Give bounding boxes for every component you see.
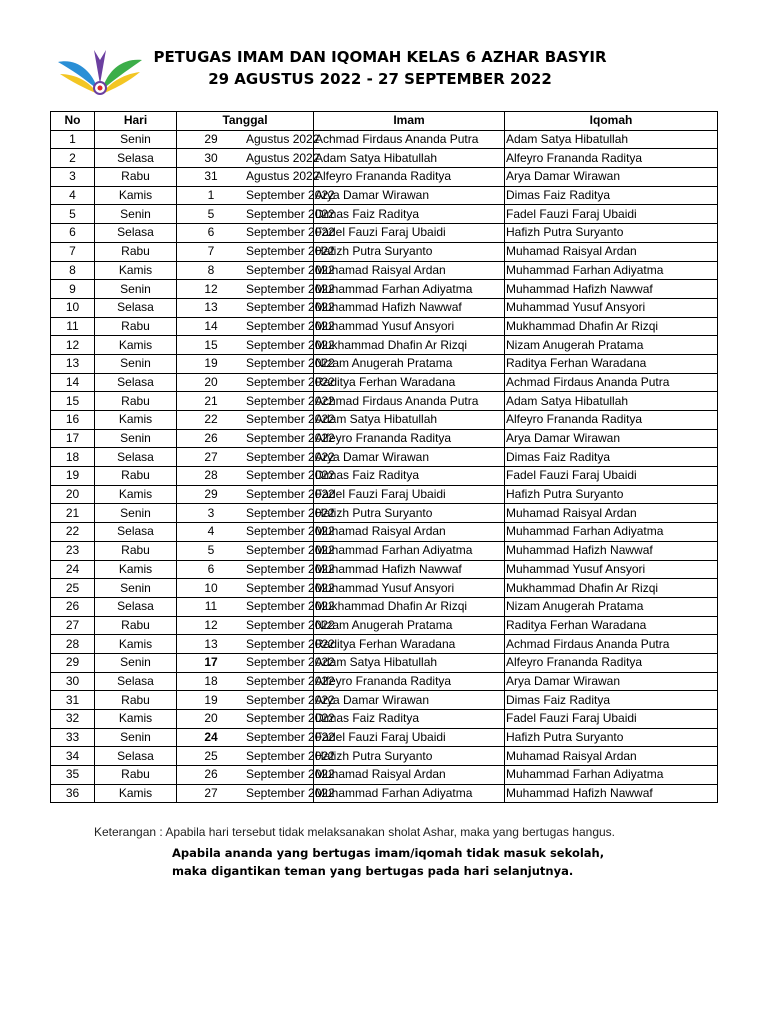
cell-hari: Senin [95,205,177,224]
cell-day: 20 [177,373,246,392]
cell-month: September 2022 [245,354,314,373]
cell-day: 28 [177,467,246,486]
cell-no: 4 [51,186,95,205]
cell-imam: Muhammad Hafizh Nawwaf [314,298,505,317]
cell-no: 6 [51,224,95,243]
cell-iqomah: Muhamad Raisyal Ardan [505,504,718,523]
cell-no: 17 [51,429,95,448]
cell-month: Agustus 2022 [245,130,314,149]
cell-hari: Kamis [95,261,177,280]
table-row [51,280,718,299]
cell-day: 31 [177,168,246,187]
cell-imam: Alfeyro Frananda Raditya [314,429,505,448]
cell-day: 6 [177,560,246,579]
note-line-1: Keterangan : Apabila hari tersebut tidak melaksanakan sholat Ashar, maka yang bertugas hangus. [94,825,616,839]
cell-iqomah: Raditya Ferhan Waradana [505,616,718,635]
table-row [51,485,718,504]
cell-imam: Fadel Fauzi Faraj Ubaidi [314,728,505,747]
cell-hari: Senin [95,728,177,747]
cell-day: 17 [177,653,246,672]
cell-imam: Achmad Firdaus Ananda Putra [314,130,505,149]
cell-iqomah: Nizam Anugerah Pratama [505,336,718,355]
cell-hari: Selasa [95,597,177,616]
cell-iqomah: Fadel Fauzi Faraj Ubaidi [505,467,718,486]
cell-hari: Rabu [95,616,177,635]
cell-hari: Senin [95,429,177,448]
cell-iqomah: Alfeyro Frananda Raditya [505,149,718,168]
cell-day: 29 [177,485,246,504]
cell-imam: Arya Damar Wirawan [314,691,505,710]
table-row [51,205,718,224]
cell-no: 11 [51,317,95,336]
table-row [51,766,718,785]
cell-imam: Dimas Faiz Raditya [314,467,505,486]
cell-iqomah: Muhammad Farhan Adiyatma [505,766,718,785]
cell-hari: Selasa [95,448,177,467]
cell-iqomah: Muhammad Yusuf Ansyori [505,298,718,317]
cell-month: Agustus 2022 [245,149,314,168]
cell-hari: Rabu [95,168,177,187]
cell-month: September 2022 [245,336,314,355]
cell-imam: Raditya Ferhan Waradana [314,635,505,654]
cell-month: September 2022 [245,224,314,243]
cell-month: September 2022 [245,504,314,523]
cell-iqomah: Achmad Firdaus Ananda Putra [505,635,718,654]
cell-month: September 2022 [245,784,314,803]
cell-imam: Alfeyro Frananda Raditya [314,672,505,691]
table-row [51,691,718,710]
table-row [51,336,718,355]
column-header-hari: Hari [95,112,177,131]
column-header-no: No [51,112,95,131]
cell-no: 3 [51,168,95,187]
cell-iqomah: Alfeyro Frananda Raditya [505,653,718,672]
cell-day: 26 [177,766,246,785]
cell-imam: Adam Satya Hibatullah [314,653,505,672]
cell-iqomah: Muhammad Yusuf Ansyori [505,560,718,579]
cell-day: 24 [177,728,246,747]
cell-hari: Kamis [95,784,177,803]
cell-no: 16 [51,411,95,430]
page-subtitle-date-range: 29 AGUSTUS 2022 - 27 SEPTEMBER 2022 [208,70,552,88]
cell-day: 14 [177,317,246,336]
cell-iqomah: Mukhammad Dhafin Ar Rizqi [505,317,718,336]
cell-day: 6 [177,224,246,243]
cell-month: September 2022 [245,280,314,299]
table-row [51,579,718,598]
table-row [51,373,718,392]
table-header-row [51,112,718,131]
cell-month: September 2022 [245,392,314,411]
cell-month: September 2022 [245,429,314,448]
cell-imam: Arya Damar Wirawan [314,186,505,205]
table-row [51,298,718,317]
cell-no: 23 [51,541,95,560]
cell-hari: Selasa [95,298,177,317]
cell-iqomah: Dimas Faiz Raditya [505,448,718,467]
cell-imam: Muhamad Raisyal Ardan [314,766,505,785]
table-row [51,710,718,729]
cell-month: September 2022 [245,242,314,261]
cell-month: September 2022 [245,653,314,672]
cell-iqomah: Dimas Faiz Raditya [505,186,718,205]
cell-imam: Dimas Faiz Raditya [314,205,505,224]
table-row [51,261,718,280]
cell-hari: Rabu [95,317,177,336]
cell-no: 22 [51,523,95,542]
cell-day: 1 [177,186,246,205]
note-line-3: maka digantikan teman yang bertugas pada hari selanjutnya. [172,864,574,878]
cell-hari: Rabu [95,392,177,411]
cell-no: 7 [51,242,95,261]
cell-imam: Achmad Firdaus Ananda Putra [314,392,505,411]
table-row [51,411,718,430]
cell-day: 4 [177,523,246,542]
cell-imam: Nizam Anugerah Pratama [314,354,505,373]
cell-iqomah: Hafizh Putra Suryanto [505,485,718,504]
table-row [51,448,718,467]
cell-no: 8 [51,261,95,280]
table-row [51,747,718,766]
cell-hari: Rabu [95,691,177,710]
column-header-iqomah: Iqomah [505,112,718,131]
cell-hari: Kamis [95,560,177,579]
cell-iqomah: Fadel Fauzi Faraj Ubaidi [505,205,718,224]
table-row [51,224,718,243]
cell-iqomah: Dimas Faiz Raditya [505,691,718,710]
cell-day: 12 [177,616,246,635]
cell-month: September 2022 [245,261,314,280]
cell-imam: Muhammad Farhan Adiyatma [314,541,505,560]
cell-hari: Senin [95,354,177,373]
cell-imam: Muhamad Raisyal Ardan [314,261,505,280]
table-row [51,784,718,803]
table-row [51,504,718,523]
cell-day: 29 [177,130,246,149]
cell-day: 19 [177,354,246,373]
cell-no: 31 [51,691,95,710]
cell-no: 29 [51,653,95,672]
cell-iqomah: Adam Satya Hibatullah [505,130,718,149]
cell-no: 24 [51,560,95,579]
table-row [51,317,718,336]
cell-iqomah: Muhammad Farhan Adiyatma [505,261,718,280]
cell-iqomah: Muhamad Raisyal Ardan [505,747,718,766]
cell-month: September 2022 [245,747,314,766]
cell-day: 10 [177,579,246,598]
cell-no: 25 [51,579,95,598]
cell-imam: Fadel Fauzi Faraj Ubaidi [314,485,505,504]
cell-no: 5 [51,205,95,224]
table-row [51,130,718,149]
cell-iqomah: Alfeyro Frananda Raditya [505,411,718,430]
table-row [51,429,718,448]
cell-imam: Dimas Faiz Raditya [314,710,505,729]
cell-no: 19 [51,467,95,486]
cell-no: 2 [51,149,95,168]
cell-imam: Adam Satya Hibatullah [314,149,505,168]
table-row [51,728,718,747]
cell-month: September 2022 [245,766,314,785]
cell-month: September 2022 [245,317,314,336]
cell-month: September 2022 [245,560,314,579]
table-row [51,149,718,168]
cell-day: 12 [177,280,246,299]
cell-no: 15 [51,392,95,411]
cell-imam: Hafizh Putra Suryanto [314,747,505,766]
cell-imam: Arya Damar Wirawan [314,448,505,467]
cell-no: 33 [51,728,95,747]
cell-day: 30 [177,149,246,168]
cell-day: 18 [177,672,246,691]
cell-no: 30 [51,672,95,691]
cell-hari: Kamis [95,186,177,205]
table-row [51,635,718,654]
cell-no: 26 [51,597,95,616]
cell-iqomah: Nizam Anugerah Pratama [505,597,718,616]
cell-hari: Kamis [95,411,177,430]
cell-no: 12 [51,336,95,355]
cell-imam: Nizam Anugerah Pratama [314,616,505,635]
cell-iqomah: Muhamad Raisyal Ardan [505,242,718,261]
cell-iqomah: Muhammad Farhan Adiyatma [505,523,718,542]
cell-day: 13 [177,635,246,654]
cell-hari: Selasa [95,149,177,168]
cell-iqomah: Achmad Firdaus Ananda Putra [505,373,718,392]
cell-no: 34 [51,747,95,766]
note-line-2: Apabila ananda yang bertugas imam/iqomah tidak masuk sekolah, [172,846,605,860]
cell-month: September 2022 [245,635,314,654]
cell-month: September 2022 [245,523,314,542]
table-row [51,467,718,486]
cell-hari: Kamis [95,336,177,355]
cell-imam: Muhamad Raisyal Ardan [314,523,505,542]
cell-hari: Selasa [95,747,177,766]
cell-hari: Senin [95,653,177,672]
table-row [51,653,718,672]
cell-imam: Muhammad Yusuf Ansyori [314,317,505,336]
cell-no: 27 [51,616,95,635]
cell-month: September 2022 [245,541,314,560]
cell-month: September 2022 [245,448,314,467]
cell-day: 7 [177,242,246,261]
cell-imam: Mukhammad Dhafin Ar Rizqi [314,336,505,355]
schedule-table [50,111,718,803]
cell-no: 28 [51,635,95,654]
cell-day: 3 [177,504,246,523]
cell-imam: Mukhammad Dhafin Ar Rizqi [314,597,505,616]
cell-month: September 2022 [245,186,314,205]
cell-hari: Senin [95,280,177,299]
cell-hari: Selasa [95,672,177,691]
cell-hari: Rabu [95,541,177,560]
cell-day: 19 [177,691,246,710]
cell-hari: Senin [95,130,177,149]
cell-hari: Selasa [95,373,177,392]
cell-day: 21 [177,392,246,411]
table-row [51,560,718,579]
cell-day: 11 [177,597,246,616]
cell-no: 35 [51,766,95,785]
page-title: PETUGAS IMAM DAN IQOMAH KELAS 6 AZHAR BASYIR [153,48,607,66]
cell-no: 13 [51,354,95,373]
cell-no: 9 [51,280,95,299]
cell-imam: Muhammad Hafizh Nawwaf [314,560,505,579]
cell-day: 20 [177,710,246,729]
cell-hari: Kamis [95,710,177,729]
cell-month: September 2022 [245,298,314,317]
cell-hari: Senin [95,579,177,598]
cell-imam: Hafizh Putra Suryanto [314,242,505,261]
cell-day: 27 [177,784,246,803]
cell-month: September 2022 [245,467,314,486]
table-row [51,354,718,373]
cell-hari: Senin [95,504,177,523]
cell-iqomah: Arya Damar Wirawan [505,168,718,187]
cell-hari: Kamis [95,485,177,504]
cell-day: 15 [177,336,246,355]
cell-month: September 2022 [245,691,314,710]
cell-imam: Adam Satya Hibatullah [314,411,505,430]
cell-imam: Muhammad Farhan Adiyatma [314,280,505,299]
cell-no: 1 [51,130,95,149]
cell-day: 25 [177,747,246,766]
table-row [51,168,718,187]
cell-iqomah: Arya Damar Wirawan [505,429,718,448]
cell-no: 21 [51,504,95,523]
cell-month: September 2022 [245,205,314,224]
table-row [51,242,718,261]
cell-iqomah: Muhammad Hafizh Nawwaf [505,784,718,803]
cell-month: Agustus 2022 [245,168,314,187]
cell-day: 8 [177,261,246,280]
cell-month: September 2022 [245,672,314,691]
cell-iqomah: Muhammad Hafizh Nawwaf [505,541,718,560]
cell-imam: Muhammad Farhan Adiyatma [314,784,505,803]
cell-hari: Rabu [95,766,177,785]
cell-no: 36 [51,784,95,803]
cell-day: 22 [177,411,246,430]
table-row [51,672,718,691]
table-row [51,541,718,560]
cell-month: September 2022 [245,485,314,504]
cell-iqomah: Arya Damar Wirawan [505,672,718,691]
cell-hari: Kamis [95,635,177,654]
column-header-imam: Imam [314,112,505,131]
cell-month: September 2022 [245,373,314,392]
table-row [51,597,718,616]
cell-day: 27 [177,448,246,467]
table-row [51,186,718,205]
cell-iqomah: Hafizh Putra Suryanto [505,728,718,747]
cell-iqomah: Adam Satya Hibatullah [505,392,718,411]
cell-hari: Rabu [95,242,177,261]
cell-day: 5 [177,205,246,224]
cell-hari: Selasa [95,523,177,542]
cell-no: 18 [51,448,95,467]
cell-imam: Fadel Fauzi Faraj Ubaidi [314,224,505,243]
school-logo-icon [54,44,146,100]
cell-day: 5 [177,541,246,560]
cell-hari: Selasa [95,224,177,243]
cell-imam: Raditya Ferhan Waradana [314,373,505,392]
cell-imam: Hafizh Putra Suryanto [314,504,505,523]
cell-month: September 2022 [245,616,314,635]
cell-iqomah: Muhammad Hafizh Nawwaf [505,280,718,299]
cell-month: September 2022 [245,710,314,729]
cell-month: September 2022 [245,728,314,747]
cell-iqomah: Hafizh Putra Suryanto [505,224,718,243]
cell-day: 26 [177,429,246,448]
column-header-tanggal: Tanggal [177,112,314,131]
cell-iqomah: Raditya Ferhan Waradana [505,354,718,373]
cell-iqomah: Mukhammad Dhafin Ar Rizqi [505,579,718,598]
cell-day: 13 [177,298,246,317]
cell-month: September 2022 [245,579,314,598]
cell-imam: Muhammad Yusuf Ansyori [314,579,505,598]
cell-month: September 2022 [245,597,314,616]
table-row [51,616,718,635]
cell-no: 14 [51,373,95,392]
cell-iqomah: Fadel Fauzi Faraj Ubaidi [505,710,718,729]
table-row [51,523,718,542]
cell-hari: Rabu [95,467,177,486]
cell-imam: Alfeyro Frananda Raditya [314,168,505,187]
cell-no: 32 [51,710,95,729]
table-row [51,392,718,411]
cell-no: 20 [51,485,95,504]
cell-month: September 2022 [245,411,314,430]
cell-no: 10 [51,298,95,317]
